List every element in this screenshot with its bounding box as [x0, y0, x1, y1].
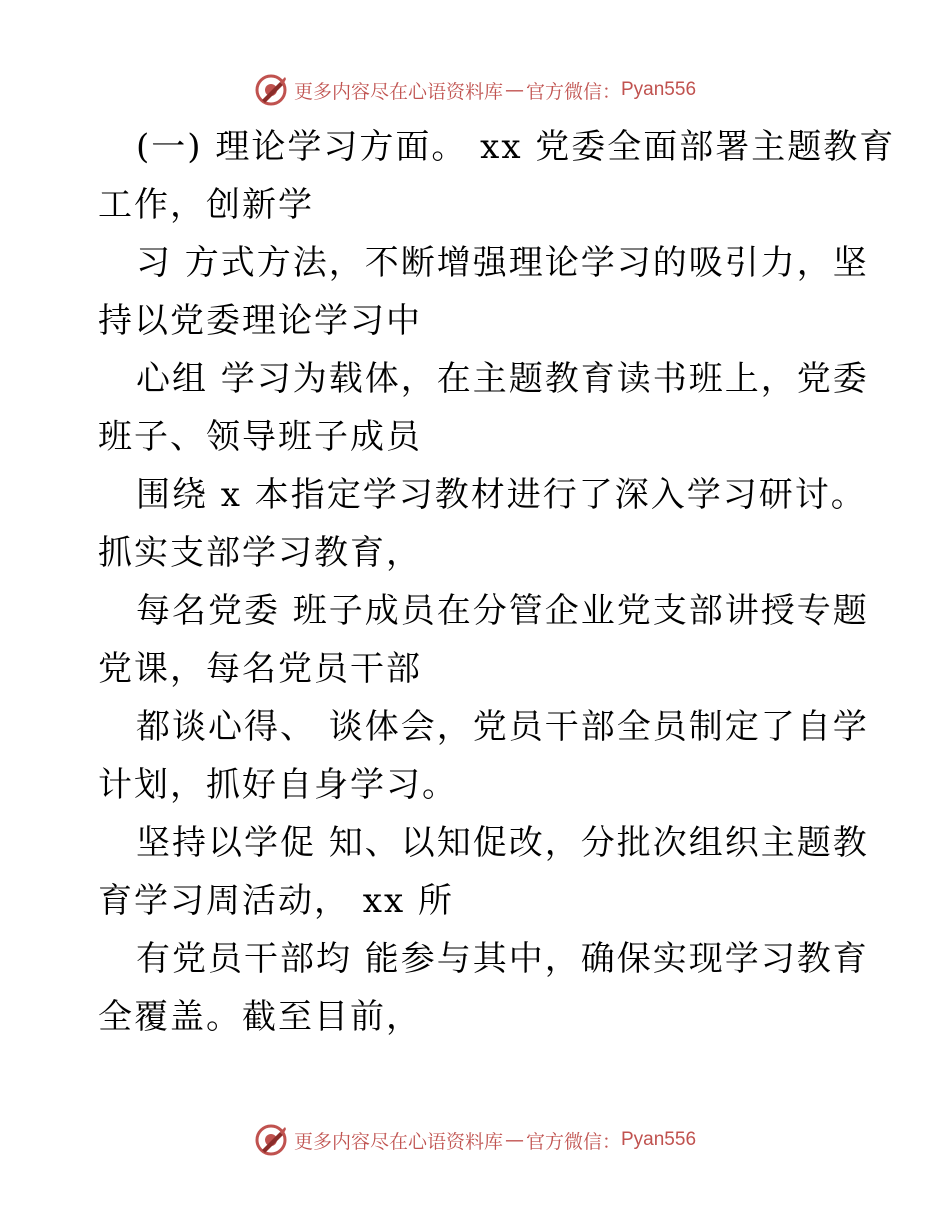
paragraph-line: 持以党委理论学习中: [98, 301, 422, 341]
pen-logo-icon: [254, 1123, 288, 1157]
paragraph-5: [98, 582, 869, 698]
paragraph-line: 每名党委 班子成员在分管企业党支部讲授专题: [136, 591, 869, 631]
banner-label: 官方微信：: [525, 1130, 621, 1153]
banner-separator: —: [504, 79, 524, 101]
paragraph-8: [98, 930, 869, 1046]
paragraph-line: 坚持以学促 知、以知促改，分批次组织主题教: [136, 823, 869, 863]
paragraph-line: 班子、领导班子成员: [98, 417, 422, 457]
banner-text: 更多内容尽在心语资料库: [293, 80, 503, 103]
document-body: [98, 118, 896, 1046]
paragraph-2: [98, 234, 869, 350]
paragraph-line: 计划，抓好自身学习。: [98, 765, 458, 805]
banner-contact: Pyan556: [621, 79, 697, 100]
paragraph-line: 心组 学习为载体，在主题教育读书班上，党委: [136, 359, 869, 399]
paragraph-line: 党课，每名党员干部: [98, 649, 422, 689]
paragraph-1: [98, 118, 896, 234]
paragraph-line: 全覆盖。截至目前，: [98, 997, 422, 1037]
paragraph-line: 育学习周活动， xx 所: [98, 881, 454, 921]
header-banner: [0, 70, 950, 110]
paragraph-3: [98, 350, 869, 466]
paragraph-line: 都谈心得、 谈体会，党员干部全员制定了自学: [136, 707, 869, 747]
paragraph-line: 有党员干部均 能参与其中，确保实现学习教育: [136, 939, 869, 979]
banner-contact: Pyan556: [621, 1129, 697, 1150]
paragraph-4: [98, 466, 867, 582]
paragraph-line: 工作，创新学: [98, 185, 314, 225]
paragraph-line: 抓实支部学习教育，: [98, 533, 422, 573]
paragraph-line: (一) 理论学习方面。 xx 党委全面部署主题教育: [136, 127, 896, 167]
banner-separator: —: [504, 1129, 524, 1151]
paragraph-line: 围绕 x 本指定学习教材进行了深入学习研讨。: [136, 475, 867, 515]
paragraph-line: 习 方式方法，不断增强理论学习的吸引力，坚: [136, 243, 869, 283]
banner-label: 官方微信：: [525, 80, 621, 103]
footer-banner: [0, 1120, 950, 1160]
pen-logo-icon: [254, 73, 288, 107]
paragraph-6: [98, 698, 869, 814]
paragraph-7: [98, 814, 869, 930]
banner-text: 更多内容尽在心语资料库: [293, 1130, 503, 1153]
